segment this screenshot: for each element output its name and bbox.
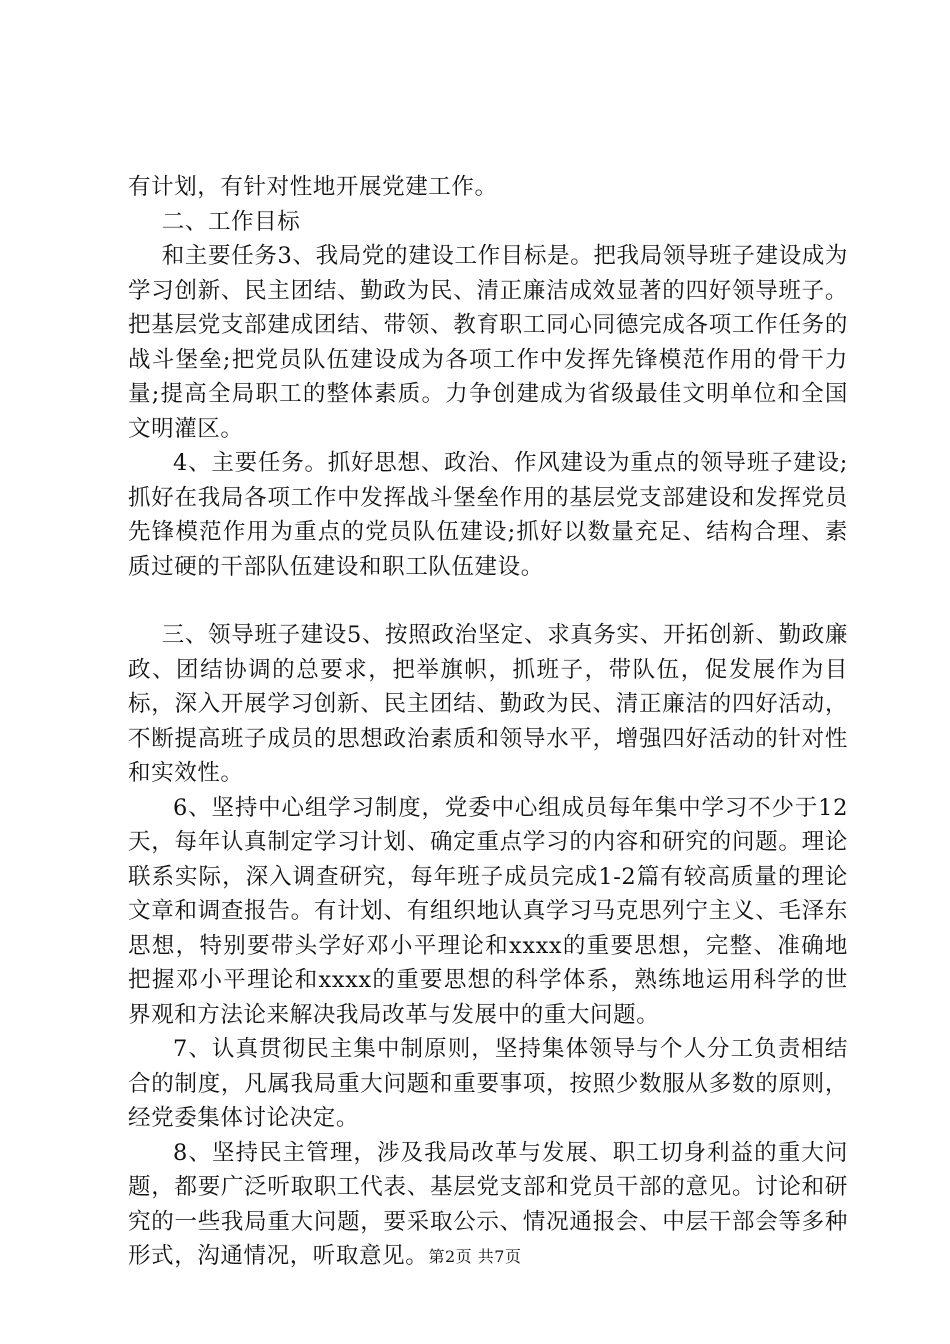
paragraph-study-system: 6、坚持中心组学习制度，党委中心组成员每年集中学习不少于12天，每年认真制定学习计划、确定重点学习的内容和研究的问题。理论联系实际，深入调查研究，每年班子成员完成1-2篇有较高质量的理论文章和调查报告。有计划、有组织地认真学习马克思列宁主义、毛泽东思想，特别要带头学好邓小平理论和xxxx的重要思想，完整、准确地把握邓小平理论和xxxx的重要思想的科学体系，熟练地运用科学的世界观和方法论来解决我局改革与发展中的重大问题。 bbox=[128, 794, 848, 1028]
paragraph-main-tasks: 4、主要任务。抓好思想、政治、作风建设为重点的领导班子建设;抓好在我局各项工作中发挥战斗堡垒作用的基层党支部建设和发挥党员先锋模范作用为重点的党员队伍建设;抓好以数量充足、结构合理、素质过硬的干部队伍建设和职工队伍建设。 bbox=[128, 450, 848, 580]
document-body bbox=[128, 170, 848, 1274]
paragraph-democratic-management: 8、坚持民主管理，涉及我局改革与发展、职工切身利益的重大问题，都要广泛听取职工代表、基层党支部和党员干部的意见。讨论和研究的一些我局重大问题，要采取公示、情况通报会、中层干部会等多种形式，沟通情况，听取意见。 bbox=[128, 1139, 848, 1269]
section-heading-goals: 二、工作目标 bbox=[161, 208, 301, 235]
paragraph-democratic-centralism: 7、认真贯彻民主集中制原则，坚持集体领导与个人分工负责相结合的制度，凡属我局重大问题和重要事项，按照少数服从多数的原则，经党委集体讨论决定。 bbox=[128, 1036, 848, 1131]
paragraph-continuation: 有计划，有针对性地开展党建工作。 bbox=[128, 174, 498, 200]
paragraph-leadership: 三、领导班子建设5、按照政治坚定、求真务实、开拓创新、勤政廉政、团结协调的总要求，把举旗帜，抓班子，带队伍，促发展作为目标，深入开展学习创新、民主团结、勤政为民、清正廉洁的四好活动，不断提高班子成员的思想政治素质和领导水平，增强四好活动的针对性和实效性。 bbox=[128, 622, 848, 786]
paragraph-goals: 和主要任务3、我局党的建设工作目标是。把我局领导班子建设成为学习创新、民主团结、勤政为民、清正廉洁成效显著的四好领导班子。把基层党支部建成团结、带领、教育职工同心同德完成各项工作任务的战斗堡垒;把党员队伍建设成为各项工作中发挥先锋模范作用的骨干力量;提高全局职工的整体素质。力争创建成为省级最佳文明单位和全国文明灌区。 bbox=[128, 243, 848, 442]
page-number-footer: 第2页 共7页 bbox=[428, 1247, 522, 1266]
